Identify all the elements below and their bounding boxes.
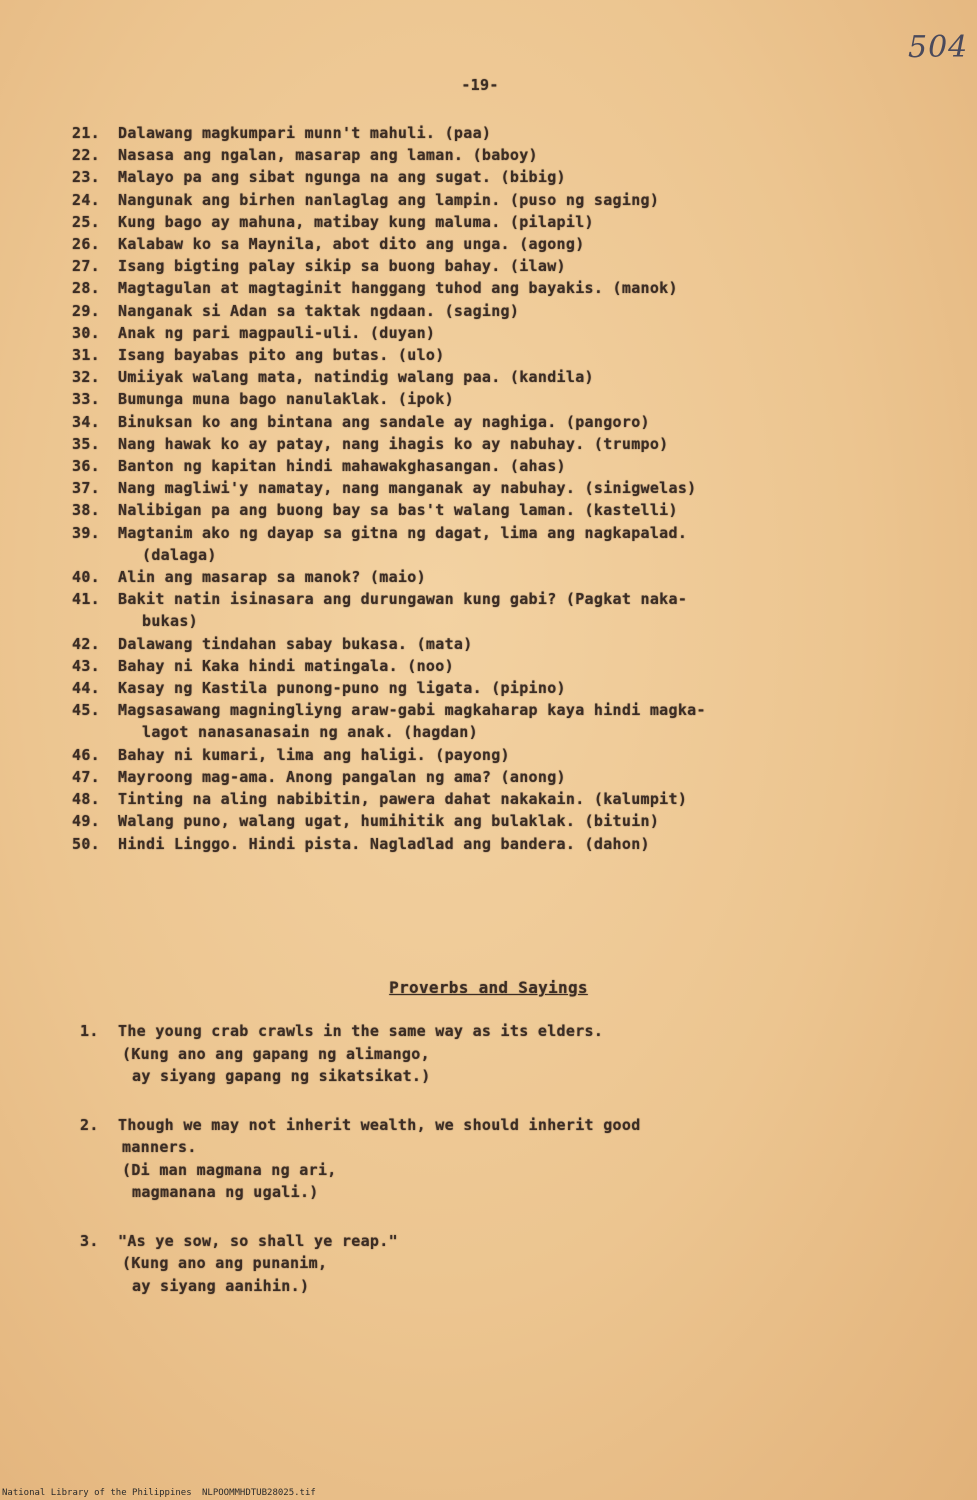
list-item (72, 122, 912, 144)
list-item (72, 277, 912, 299)
item-number: 44. (72, 679, 100, 698)
list-item (72, 255, 912, 277)
item-number: 31. (72, 346, 100, 365)
list-item (72, 810, 912, 832)
list-item (72, 388, 912, 410)
list-item (80, 1230, 880, 1298)
list-item (72, 166, 912, 188)
list-item (72, 744, 912, 766)
list-item (72, 677, 912, 699)
item-text: Dalawang tindahan sabay bukasa. (mata) (118, 634, 473, 653)
proverb-tagalog-line: (Kung ano ang gapang ng alimango, (122, 1044, 430, 1063)
footer-file-name: NLPOOMMHDTUB28025.tif (202, 1488, 316, 1498)
item-text: Nanganak si Adan sa taktak ngdaan. (saging) (118, 301, 520, 320)
item-number: 37. (72, 479, 100, 498)
list-item (72, 566, 912, 588)
item-text: Magtanim ako ng dayap sa gitna ng dagat, lima ang nagkapalad. (118, 523, 688, 542)
item-text: Kung bago ay mahuna, matibay kung maluma. (pilapil) (118, 212, 594, 231)
item-number: 39. (72, 523, 100, 542)
item-number: 40. (72, 568, 100, 587)
item-number: 46. (72, 745, 100, 764)
list-item (72, 788, 912, 810)
item-number: 42. (72, 634, 100, 653)
proverb-english: "As ye sow, so shall ye reap." (118, 1231, 398, 1250)
item-number: 41. (72, 590, 100, 609)
item-text: Kasay ng Kastila punong-puno ng ligata. (pipino) (118, 679, 566, 698)
footer-library-name: National Library of the Philippines (2, 1488, 192, 1498)
item-number: 24. (72, 190, 100, 209)
item-number: 27. (72, 257, 100, 276)
item-text: Umiiyak walang mata, natindig walang paa. (kandila) (118, 368, 594, 387)
list-item (72, 499, 912, 521)
item-number: 48. (72, 790, 100, 809)
item-text: Nang hawak ko ay patay, nang ihagis ko ay nabuhay. (trumpo) (118, 434, 669, 453)
item-text: Magtagulan at magtaginit hanggang tuhod ang bayakis. (manok) (118, 279, 678, 298)
proverb-english: Though we may not inherit wealth, we should inherit good (118, 1115, 641, 1134)
item-text: Isang bigting palay sikip sa buong bahay. (ilaw) (118, 257, 566, 276)
item-text: Dalawang magkumpari munn't mahuli. (paa) (118, 124, 492, 142)
item-number: 3. (80, 1231, 99, 1250)
proverb-tagalog-line: (Di man magmana ng ari, (122, 1160, 337, 1179)
list-item (72, 344, 912, 366)
item-text: Isang bayabas pito ang butas. (ulo) (118, 346, 445, 365)
list-item (72, 766, 912, 788)
item-number: 2. (80, 1115, 99, 1134)
list-item (72, 144, 912, 166)
list-item (72, 522, 912, 566)
item-text: Bumunga muna bago nanulaklak. (ipok) (118, 390, 454, 409)
page-number: -19- (461, 76, 499, 94)
list-item (72, 455, 912, 477)
riddles-list (72, 122, 912, 855)
item-text: Nangunak ang birhen nanlaglag ang lampin. (puso ng saging) (118, 190, 660, 209)
item-text-continuation: bukas) (142, 612, 198, 631)
item-number: 26. (72, 235, 100, 254)
item-number: 25. (72, 212, 100, 231)
item-text: Magsasawang magningliyng araw-gabi magkaharap kaya hindi magka- (118, 701, 706, 720)
item-text: Malayo pa ang sibat ngunga na ang sugat. (bibig) (118, 168, 566, 187)
list-item (72, 322, 912, 344)
item-text: Kalabaw ko sa Maynila, abot dito ang unga. (agong) (118, 235, 585, 254)
item-text: Nang magliwi'y namatay, nang manganak ay nabuhay. (sinigwelas) (118, 479, 697, 498)
list-item (72, 588, 912, 632)
list-item (72, 833, 912, 855)
item-text: Bakit natin isinasara ang durungawan kung gabi? (Pagkat naka- (118, 590, 688, 609)
proverb-tagalog-line: magmanana ng ugali.) (132, 1183, 319, 1201)
item-text: Anak ng pari magpauli-uli. (duyan) (118, 323, 436, 342)
item-number: 34. (72, 412, 100, 431)
item-number: 21. (72, 124, 100, 142)
item-text: Banton ng kapitan hindi mahawakghasangan. (ahas) (118, 457, 566, 476)
list-item (72, 655, 912, 677)
proverb-english-continuation: manners. (122, 1138, 197, 1156)
item-number: 1. (80, 1022, 99, 1040)
item-text: Nalibigan pa ang buong bay sa bas't walang laman. (kastelli) (118, 501, 678, 520)
item-number: 22. (72, 146, 100, 165)
proverb-tagalog-line: ay siyang gapang ng sikatsikat.) (132, 1067, 431, 1085)
proverbs-list (80, 1020, 880, 1323)
item-text: Binuksan ko ang bintana ang sandale ay naghiga. (pangoro) (118, 412, 650, 431)
handwritten-page-annotation: 504 (908, 30, 969, 65)
item-number: 30. (72, 323, 100, 342)
item-number: 32. (72, 368, 100, 387)
item-number: 29. (72, 301, 100, 320)
item-number: 33. (72, 390, 100, 409)
proverb-english: The young crab crawls in the same way as its elders. (118, 1022, 604, 1040)
list-item (72, 366, 912, 388)
item-text-continuation: (dalaga) (142, 545, 217, 564)
item-text: Bahay ni Kaka hindi matingala. (noo) (118, 656, 454, 675)
list-item (72, 633, 912, 655)
item-text: Nasasa ang ngalan, masarap ang laman. (baboy) (118, 146, 538, 165)
item-text-continuation: lagot nanasanasain ng anak. (hagdan) (142, 723, 478, 742)
item-number: 23. (72, 168, 100, 187)
item-text: Hindi Linggo. Hindi pista. Nagladlad ang bandera. (dahon) (118, 834, 650, 853)
item-number: 35. (72, 434, 100, 453)
list-item (72, 411, 912, 433)
item-number: 28. (72, 279, 100, 298)
item-number: 49. (72, 812, 100, 831)
item-number: 45. (72, 701, 100, 720)
section-title: Proverbs and Sayings (389, 978, 588, 997)
list-item (72, 300, 912, 322)
list-item (72, 477, 912, 499)
proverb-tagalog-line: (Kung ano ang punanim, (122, 1254, 328, 1272)
list-item (72, 211, 912, 233)
item-number: 38. (72, 501, 100, 520)
item-text: Tinting na aling nabibitin, pawera dahat nakakain. (kalumpit) (118, 790, 688, 809)
item-number: 36. (72, 457, 100, 476)
item-number: 47. (72, 767, 100, 786)
list-item (72, 433, 912, 455)
item-text: Walang puno, walang ugat, humihitik ang bulaklak. (bituin) (118, 812, 660, 831)
proverb-tagalog-line: ay siyang aanihin.) (132, 1276, 310, 1295)
list-item (72, 233, 912, 255)
item-number: 43. (72, 656, 100, 675)
list-item (80, 1020, 880, 1088)
item-text: Mayroong mag-ama. Anong pangalan ng ama? (anong) (118, 767, 566, 786)
item-text: Alin ang masarap sa manok? (maio) (118, 568, 426, 587)
list-item (72, 189, 912, 211)
item-text: Bahay ni kumari, lima ang haligi. (payong) (118, 745, 510, 764)
list-item (80, 1114, 880, 1204)
item-number: 50. (72, 834, 100, 853)
list-item (72, 699, 912, 743)
